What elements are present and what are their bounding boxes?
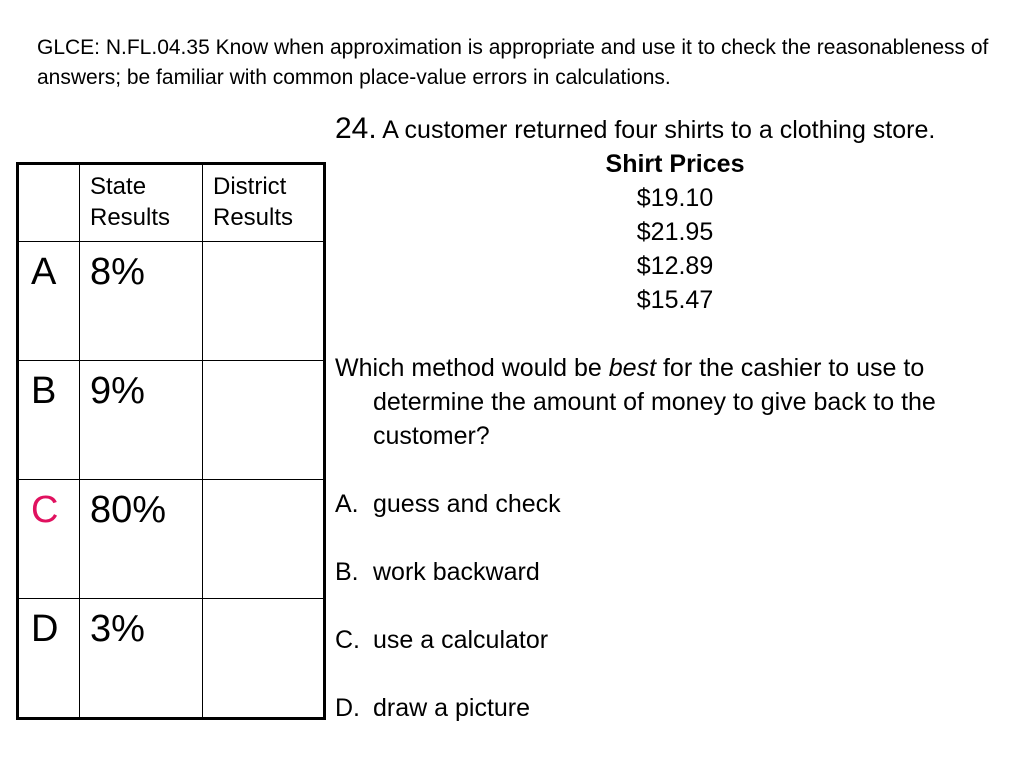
results-table <box>16 162 326 720</box>
table-row <box>18 480 325 599</box>
question-stem-line <box>335 112 1020 147</box>
district-result <box>203 242 325 361</box>
prompt-after: for the cashier to use to determine the amount of money to give back to the customer? <box>373 354 936 450</box>
answer-option-b[interactable] <box>335 555 1020 589</box>
option-letter: B. <box>335 558 359 586</box>
state-result: 8% <box>80 242 203 361</box>
answer-option-a[interactable] <box>335 487 1020 521</box>
answer-option-c[interactable] <box>335 623 1020 657</box>
table-row <box>18 599 325 719</box>
prices-title: Shirt Prices <box>605 150 745 178</box>
option-letter: A. <box>335 490 359 518</box>
table-row <box>18 361 325 480</box>
price-item: $21.95 <box>636 218 714 246</box>
row-letter: A <box>18 242 80 361</box>
prompt-emphasis: best <box>608 354 657 382</box>
option-text: use a calculator <box>373 626 549 654</box>
answer-option-d[interactable] <box>335 691 1020 725</box>
question-prompt <box>335 351 1020 453</box>
row-letter: B <box>18 361 80 480</box>
option-text: draw a picture <box>373 694 531 722</box>
question-block <box>335 112 1020 725</box>
state-result: 9% <box>80 361 203 480</box>
state-result: 3% <box>80 599 203 719</box>
row-letter: D <box>18 599 80 719</box>
option-text: guess and check <box>373 490 561 518</box>
standard-text: GLCE: N.FL.04.35 Know when approximation is appropriate and use it to check the reasonableness of answers; be familiar with common place-value errors in calculations. <box>37 36 989 89</box>
price-item: $19.10 <box>636 184 714 212</box>
question-number: 24. <box>335 112 377 145</box>
table-row <box>18 242 325 361</box>
state-result: 80% <box>80 480 203 599</box>
district-result <box>203 599 325 719</box>
table-header-row <box>18 164 325 242</box>
shirt-prices-list <box>595 147 755 317</box>
prompt-before: Which method would be <box>335 354 602 382</box>
price-item: $15.47 <box>636 286 714 314</box>
option-letter: D. <box>335 694 360 722</box>
header-blank-cell <box>18 164 80 242</box>
header-district-results: District Results <box>203 164 325 242</box>
row-letter-correct: C <box>18 480 80 599</box>
question-stem: A customer returned four shirts to a clothing store. <box>382 116 936 144</box>
district-result <box>203 361 325 480</box>
price-item: $12.89 <box>636 252 714 280</box>
header-state-results: State Results <box>80 164 203 242</box>
option-letter: C. <box>335 626 360 654</box>
district-result <box>203 480 325 599</box>
option-text: work backward <box>373 558 540 586</box>
